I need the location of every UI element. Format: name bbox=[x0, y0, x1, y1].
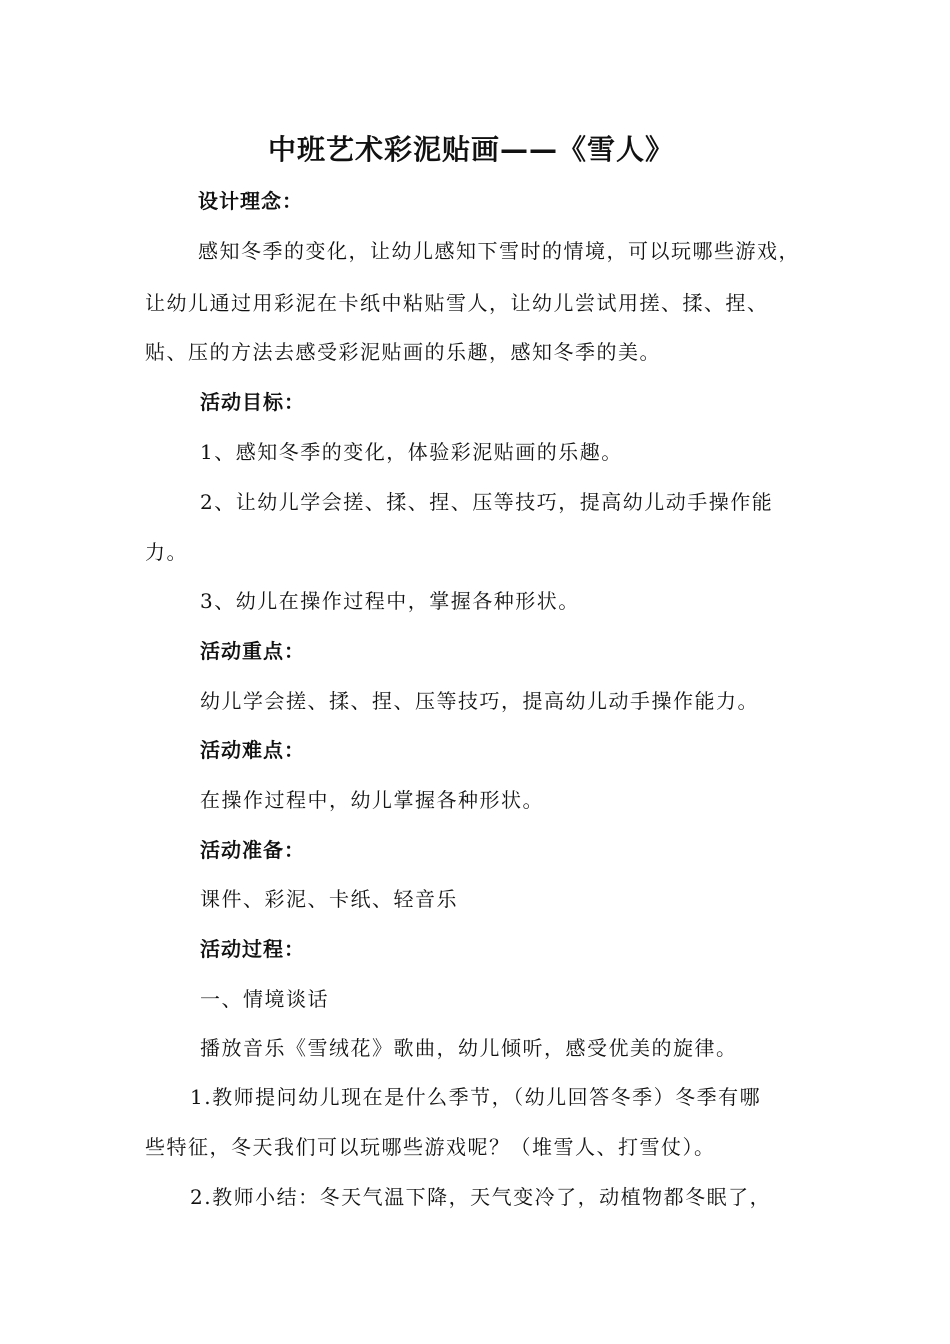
goal-item-2-line-1: 2、让幼儿学会搓、揉、捏、压等技巧，提高幼儿动手操作能 bbox=[200, 490, 774, 514]
design-concept-line-3: 贴、压的方法去感受彩泥贴画的乐趣，感知冬季的美。 bbox=[145, 340, 661, 364]
difficulty-text: 在操作过程中，幼儿掌握各种形状。 bbox=[200, 788, 544, 812]
preparation-heading: 活动准备： bbox=[200, 838, 305, 862]
design-concept-heading: 设计理念： bbox=[198, 189, 303, 213]
process-section-1: 一、情境谈话 bbox=[200, 987, 329, 1011]
process-step-1-line-1: 1.教师提问幼儿现在是什么季节，（幼儿回答冬季）冬季有哪 bbox=[190, 1085, 762, 1109]
design-concept-line-1: 感知冬季的变化，让幼儿感知下雪时的情境，可以玩哪些游戏， bbox=[198, 239, 800, 263]
process-heading: 活动过程： bbox=[200, 937, 305, 961]
key-point-heading: 活动重点： bbox=[200, 639, 305, 663]
goal-item-1: 1、感知冬季的变化，体验彩泥贴画的乐趣。 bbox=[200, 440, 623, 464]
process-music: 播放音乐《雪绒花》歌曲，幼儿倾听，感受优美的旋律。 bbox=[200, 1036, 738, 1060]
key-point-text: 幼儿学会搓、揉、捏、压等技巧，提高幼儿动手操作能力。 bbox=[200, 689, 759, 713]
goal-item-2-line-2: 力。 bbox=[145, 540, 188, 564]
process-step-1-line-2: 些特征，冬天我们可以玩哪些游戏呢？（堆雪人、打雪仗）。 bbox=[145, 1135, 716, 1159]
design-concept-line-2: 让幼儿通过用彩泥在卡纸中粘贴雪人，让幼儿尝试用搓、揉、捏、 bbox=[145, 291, 769, 315]
difficulty-heading: 活动难点： bbox=[200, 738, 305, 762]
goal-item-3: 3、幼儿在操作过程中，掌握各种形状。 bbox=[200, 589, 580, 613]
process-step-2-line-1: 2.教师小结：冬天气温下降，天气变冷了，动植物都冬眠了， bbox=[190, 1185, 772, 1209]
preparation-text: 课件、彩泥、卡纸、轻音乐 bbox=[200, 887, 458, 911]
goals-heading: 活动目标： bbox=[200, 390, 305, 414]
document-title: 中班艺术彩泥贴画——《雪人》 bbox=[268, 133, 675, 166]
